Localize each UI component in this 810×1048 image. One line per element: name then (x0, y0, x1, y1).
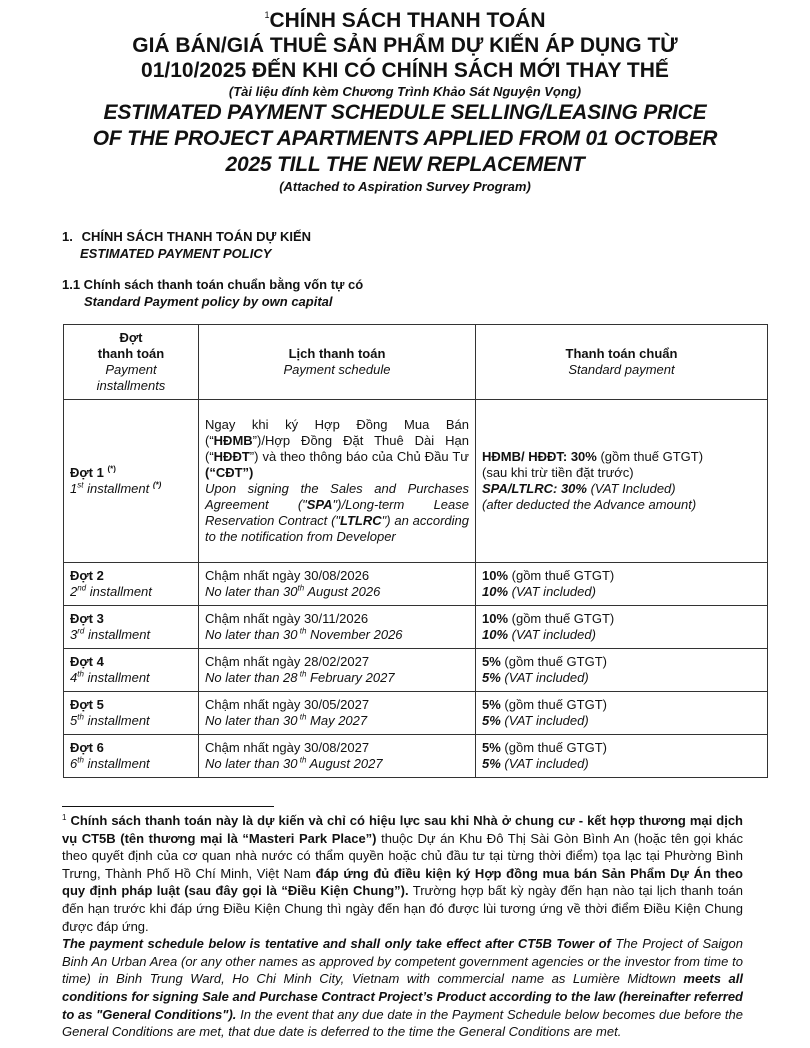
installment-cell: Đợt 2 2nd installment (64, 563, 199, 606)
payment-cell: 10% (gồm thuế GTGT) 10% (VAT included) (476, 606, 768, 649)
title-vn-line2: GIÁ BÁN/GIÁ THUÊ SẢN PHẨM DỰ KIẾN ÁP DỤNG TỪ (132, 34, 678, 57)
schedule-cell: Chậm nhất ngày 30/05/2027 No later than 30 $^{th}$ May 2027 (199, 692, 476, 735)
schedule-cell: Chậm nhất ngày 30/08/2026 No later than 30th August 2026 (199, 563, 476, 606)
table-row (64, 563, 768, 606)
schedule-cell: Chậm nhất ngày 28/02/2027 No later than 28 $^{th}$ February 2027 (199, 649, 476, 692)
footnote (62, 812, 743, 1041)
schedule-cell: Ngay khi ký Hợp Đồng Mua Bán (“HĐMB”)/Hợp Đồng Đặt Thuê Dài Hạn (“HĐĐT”) và theo thông báo của Chủ Đầu Tư (“CĐT”) Upon signing the Sales and Purchases Agreement ("SPA")/Long-term Lease Reservation Contract ("LTLRC") an according to the notification from Developer (199, 400, 476, 563)
schedule-cell: Chậm nhất ngày 30/11/2026 No later than 30 $^{th}$ November 2026 (199, 606, 476, 649)
installment-cell: Đợt 6 6th installment (64, 735, 199, 778)
header-standard-payment: Thanh toán chuẩn Standard payment (476, 325, 768, 400)
table-row (64, 692, 768, 735)
payment-cell: 10% (gồm thuế GTGT) 10% (VAT included) (476, 563, 768, 606)
title-vn-line3: 01/10/2025 ĐẾN KHI CÓ CHÍNH SÁCH MỚI THAY THẾ (141, 59, 669, 82)
section-1-heading: 1. CHÍNH SÁCH THANH TOÁN DỰ KIẾN ESTIMATED PAYMENT POLICY (62, 229, 312, 261)
title-en-line2: OF THE PROJECT APARTMENTS APPLIED FROM 01 OCTOBER (92, 127, 718, 150)
schedule-cell: Chậm nhất ngày 30/08/2027 No later than 30 $^{th}$ August 2027 (199, 735, 476, 778)
header-installments: Đợt thanh toán Payment installments (64, 325, 199, 400)
payment-schedule-table (63, 324, 768, 778)
title-en-line3: 2025 TILL THE NEW REPLACEMENT (225, 153, 585, 176)
footnote-vn: $^1$ Chính sách thanh toán này là dự kiến và chỉ có hiệu lực sau khi Nhà ở chung cư - kết hợp thương mại dịch vụ CT5B (tên thương mại là “Masteri Park Place”) thuộc Dự án Khu Đô Thị Sài Gòn Bình An (hoặc tên gọi khác theo quyết định của cơ quan nhà nước có thẩm quyền hoặc chủ đầu tư tại từng thời điểm) tọa lạc tại Phường Bình Trưng, Thành Phố Hồ Chí Minh, Việt Nam đáp ứng đủ điều kiện ký Hợp đồng mua bán Sản Phẩm Dự Án theo quy định pháp luật (sau đây gọi là “Điều Kiện Chung”). Trường hợp bất kỳ ngày đến hạn nào tại lịch thanh toán đến hạn trước khi đáp ứng Điều Kiện Chung thì ngày đến hạn đó được lùi tương ứng về thời điểm Điều Kiện Chung được đáp ứng. (62, 813, 743, 934)
title-vn-line1: $^1$CHÍNH SÁCH THANH TOÁN (264, 9, 546, 32)
table-row (64, 649, 768, 692)
installment-cell: Đợt 1 (*) 1st installment (*) (64, 400, 199, 563)
payment-cell: 5% (gồm thuế GTGT) 5% (VAT included) (476, 735, 768, 778)
title-footnote-ref: 1 (264, 10, 270, 20)
title-en-subtitle: (Attached to Aspiration Survey Program) (279, 179, 531, 194)
installment-cell: Đợt 5 5th installment (64, 692, 199, 735)
payment-cell: 5% (gồm thuế GTGT) 5% (VAT included) (476, 649, 768, 692)
section-1-1-heading: 1.1 Chính sách thanh toán chuẩn bằng vốn tự có Standard Payment policy by own capital (62, 277, 364, 309)
table-row (64, 400, 768, 563)
title-vn-subtitle: (Tài liệu đính kèm Chương Trình Khảo Sát Nguyện Vọng) (228, 84, 582, 99)
payment-cell: HĐMB/ HĐĐT: 30% (gồm thuế GTGT) (sau khi trừ tiền đặt trước) SPA/LTLRC: 30% (VAT Included) (after deducted the Advance amount) (476, 400, 768, 563)
header-schedule: Lịch thanh toán Payment schedule (199, 325, 476, 400)
title-en-line1: ESTIMATED PAYMENT SCHEDULE SELLING/LEASING PRICE (103, 101, 707, 124)
table-row (64, 606, 768, 649)
installment-cell: Đợt 3 3rd installment (64, 606, 199, 649)
table-header-row (64, 325, 768, 400)
document-title (0, 8, 810, 195)
footnote-en: The payment schedule below is tentative and shall only take effect after CT5B Tower of The Project of Saigon Binh An Urban Area (or any other names as approved by competent government agencies or the investor from time to time) in Binh Trung Ward, Ho Chi Minh City, Vietnam with commercial name as Lumière Midtown meets all conditions for signing Sale and Purchase Contract Project’s Product according to the law (hereinafter referred to as "General Conditions"). In the event that any due date in the Payment Schedule below becomes due before the General Conditions are met, that due date is deferred to the time the General Conditions are met. (62, 936, 743, 1040)
footnote-divider (62, 806, 274, 807)
payment-cell: 5% (gồm thuế GTGT) 5% (VAT included) (476, 692, 768, 735)
installment-cell: Đợt 4 4th installment (64, 649, 199, 692)
table-row (64, 735, 768, 778)
